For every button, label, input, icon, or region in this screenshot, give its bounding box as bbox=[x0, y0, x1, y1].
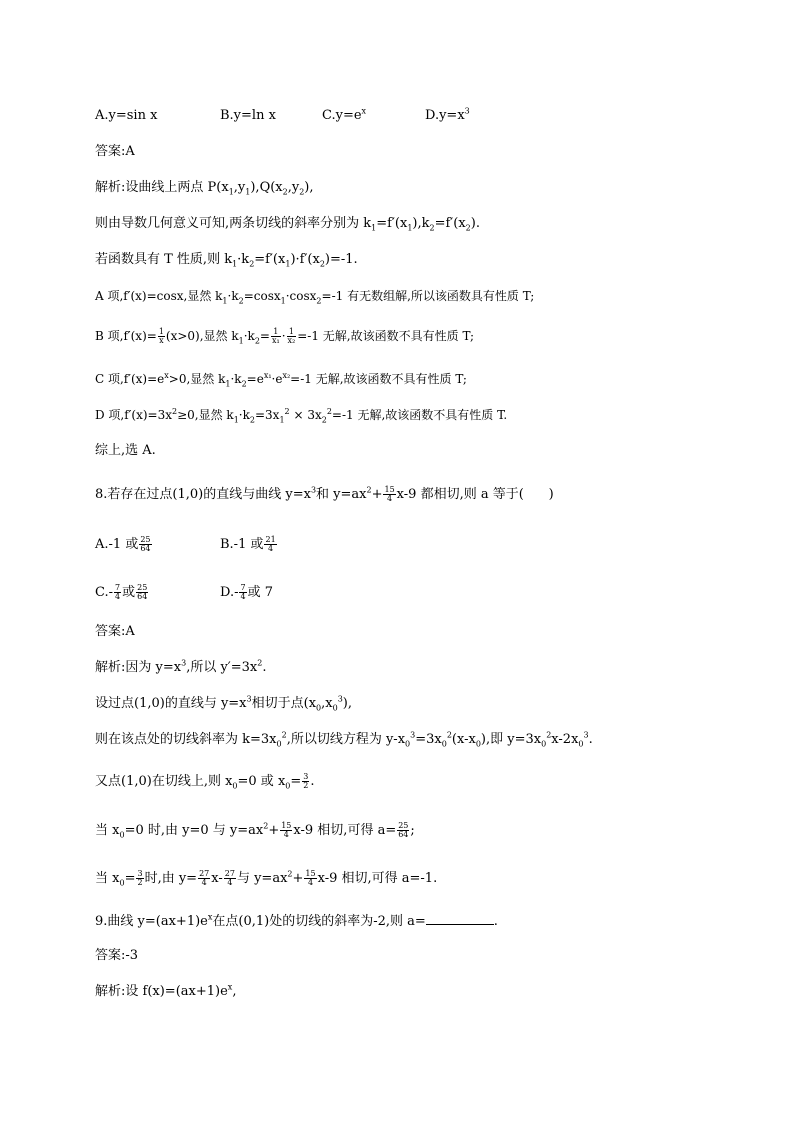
q9-answer-blank[interactable] bbox=[426, 912, 494, 925]
q8-answer: 答案:A bbox=[95, 624, 135, 639]
q9-answer: 答案:-3 bbox=[95, 948, 139, 963]
q7-option-b: B.y=ln x bbox=[220, 108, 276, 123]
q7-item-d: D 项$,f'(x)=3x^2\ge 0$,显然 $k_1\cdot k_2=3x_1^2 \times 3x_2^2=-1$ 无解,故该函数不具有性质 T. bbox=[95, 407, 508, 425]
q8-option-b: B.-1 或 $\frac{21}{4}$ bbox=[220, 535, 276, 553]
q7-analysis-1: 解析:设曲线上两点 $P(x_1,y_1),Q(x_2,y_2)$, bbox=[95, 180, 314, 197]
q7-item-b: B 项,f′(x)= $\frac{1}{x}$ (x>0),显然 $k_1\cdot k_2=$ $\frac{1}{\text{x₁}}$ · $\frac{1}{\text{x₂}}$ =-1 无解,故该函数不具有性质 T; bbox=[95, 327, 475, 346]
q8-analysis-5: 当 $x_0=0$ 时,由 y=0 与 $y=ax^2+$ $\frac{15}{4}$ x-9 相切,可得 a= $\frac{25}{64}$ ; bbox=[95, 821, 415, 840]
q8-analysis-2: 设过点(1,0)的直线与 $y=x^3$相切于点$(x_0,x_0^3)$, bbox=[95, 694, 352, 713]
q8-option-d: D.- $\frac{7}{4}$ 或 7 bbox=[220, 583, 273, 601]
q7-option-a: A.y=sin x bbox=[95, 108, 158, 123]
q8-analysis-4: 又点(1,0)在切线上,则 $x_0=0$ 或 $x_0=$ $\frac{3}{2}$ . bbox=[95, 772, 315, 791]
q7-conclusion: 综上,选 A. bbox=[95, 443, 156, 458]
q7-item-a: A 项,f′(x)=cosx,显然 $k_1\cdot k_2=\cos x_1\cdot\cos x_2=-1$ 有无数组解,所以该函数具有性质 T; bbox=[95, 289, 535, 306]
q9-stem: 9.曲线 $y=(ax+1)e^x$在点(0,1)处的切线的斜率为-2,则 a= . bbox=[95, 912, 498, 929]
q7-option-d: $D.y=x^3$ bbox=[425, 106, 470, 123]
q7-answer: 答案:A bbox=[95, 144, 135, 159]
q8-analysis-6: 当 $x_0=$ $\frac{3}{2}$ 时,由 y= $\frac{27}{4}$ x- $\frac{27}{4}$ 与 $y=ax^2+$ $\frac{15}{4}$ x-9 相切,可得 a=-1. bbox=[95, 869, 438, 888]
q8-analysis-3: 则在该点处的切线斜率为 $k=3x_0^2$,所以切线方程为 $y-x_0^3=3x_0^2(x-x_0)$,即 $y=3x_0^2x-2x_0^3$. bbox=[95, 730, 593, 749]
q7-analysis-3: 若函数具有 T 性质,则 $k_1\cdot k_2=f'(x_1)\cdot f'(x_2)=-1$. bbox=[95, 252, 358, 269]
q7-item-c: C 项$,f'(x)=e^x>0$,显然 $k_1\cdot k_2=e^{x_1}\cdot e^{x_2}=-1$ 无解,故该函数不具有性质 T; bbox=[95, 371, 467, 389]
q9-analysis-1: 解析:设 $f(x)=(ax+1)e^x$, bbox=[95, 982, 237, 999]
q8-option-c: C.- $\frac{7}{4}$ 或 $\frac{25}{64}$ bbox=[95, 583, 148, 601]
q7-analysis-2: 则由导数几何意义可知,两条切线的斜率分别为 $k_1=f'(x_1),k_2=f'(x_2)$. bbox=[95, 216, 480, 233]
q7-option-c: $C.y=e^x$ bbox=[322, 106, 367, 123]
q8-stem: 8.若存在过点(1,0)的直线与曲线 $y=x^3$和 $y=ax^2+$ $\frac{15}{4}$ x-9 都相切,则 a 等于( ) bbox=[95, 485, 554, 503]
q8-option-a: A.-1 或 $\frac{25}{64}$ bbox=[95, 535, 151, 553]
q8-analysis-1: 解析:因为 $y=x^3$,所以 $y'=3x^2$. bbox=[95, 658, 267, 675]
